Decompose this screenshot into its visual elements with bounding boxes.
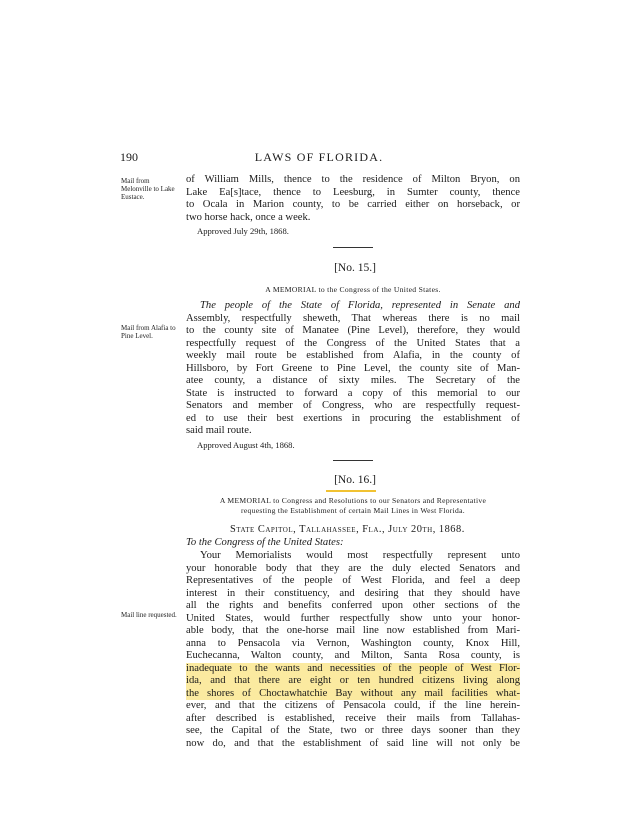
text-line: atee county, a distance of sixty miles. The Secretary of the [186,375,520,386]
margin-note-section3: Mail line requested. [121,611,177,619]
text-line: Lake Ea[s]tace, thence to Leesburg, in Sumter county, thence [186,186,520,198]
text-line: to the county site of Manatee (Pine Level), therefore, they would [186,325,520,336]
text-line: able body, that the one-horse mail line now established from Mari- [186,625,520,636]
section2-body [186,300,520,438]
text-line: see, the Capital of the State, two or three days sooner than they [186,725,520,736]
text-line: respectfully request of the Congress of the United States that a [186,337,520,349]
highlighted-text-line: inadequate to the wants and necessities of the people of West Flor- [186,662,520,674]
text-line: all the rights and benefits conferred upon other sections of the [186,600,520,611]
text-line: two horse hack, once a week. [186,211,311,223]
highlighted-text-line: ida, and that there are eight or ten hundred citizens living along [186,675,520,686]
margin-note-section1: Mail from Melonville to Lake Eustace. [121,177,175,201]
memorial-title-15: A MEMORIAL to the Congress of the United States. [265,285,441,294]
text-line: to Ocala in Marion county, to be carried either on horseback, or [186,199,520,210]
text-line: Hillsboro, by Fort Greene to Pine Level, the county site of Man- [186,362,520,374]
text-line: interest in their constituency, and desiring that they should have [186,587,520,599]
text-line: weekly mail route be established from Alafia, in the county of [186,350,520,361]
text-line: said mail route. [186,425,252,436]
text-line: ever, and that the citizens of Pensacola could, if the line herein- [186,700,520,711]
section-divider [333,247,373,248]
text-line: anna to Pensacola via Vernon, Washington county, Knox Hill, [186,637,520,649]
text-line: Representatives of the people of West Florida, and feel a deep [186,575,520,586]
text-line: after described is established, receive their mails from Tallahas- [186,712,520,724]
highlighted-text-line: the shores of Choctawhatchie Bay without any mail facilities what- [186,687,520,699]
text-line: Senators and member of Congress, who are respectfully request- [186,400,520,411]
text-line: Assembly, respectfully sheweth, That whereas there is no mail [186,312,520,324]
section3-body [186,550,520,750]
text-line: ed to use their best exertions in procuring the establishment of [186,412,520,424]
section1-body [186,174,520,224]
memorial-title-16-line2: requesting the Establishment of certain Mail Lines in West Florida. [241,506,465,515]
dateline: State Capitol, Tallahassee, Fla., July 20th, 1868. [230,524,465,535]
text-line: now do, and that the establishment of said line will not only be [186,737,520,749]
memorial-title-16-line1: A MEMORIAL to Congress and Resolutions to our Senators and Representative [219,496,487,505]
text-line: State is instructed to forward a copy of this memorial to our [186,387,520,399]
section-divider [333,460,373,461]
highlight-mark [326,490,376,492]
text-line: The people of the State of Florida, represented in Senate and [200,300,520,311]
running-title: LAWS OF FLORIDA. [254,150,384,164]
approved-line-section1: Approved July 29th, 1868. [197,226,289,236]
text-line: Your Memorialists would most respectfully represent unto [200,550,520,561]
margin-note-section2: Mail from Alafia to Pine Level. [121,324,176,340]
text-line: of William Mills, thence to the residence of Milton Bryon, on [186,174,520,185]
text-line: your honorable body that they are the duly elected Senators and [186,562,520,574]
text-line: Euchecanna, Walton county, and Milton, Santa Rosa county, is [186,650,520,661]
approved-line-section2: Approved August 4th, 1868. [197,440,295,450]
page-number: 190 [120,150,138,164]
memorial-number-15: [No. 15.] [334,262,376,274]
salutation: To the Congress of the United States: [186,537,344,548]
memorial-number-16: [No. 16.] [334,474,376,486]
page-header [0,150,638,168]
text-line: United States, would further respectfully show unto your honor- [186,612,520,624]
